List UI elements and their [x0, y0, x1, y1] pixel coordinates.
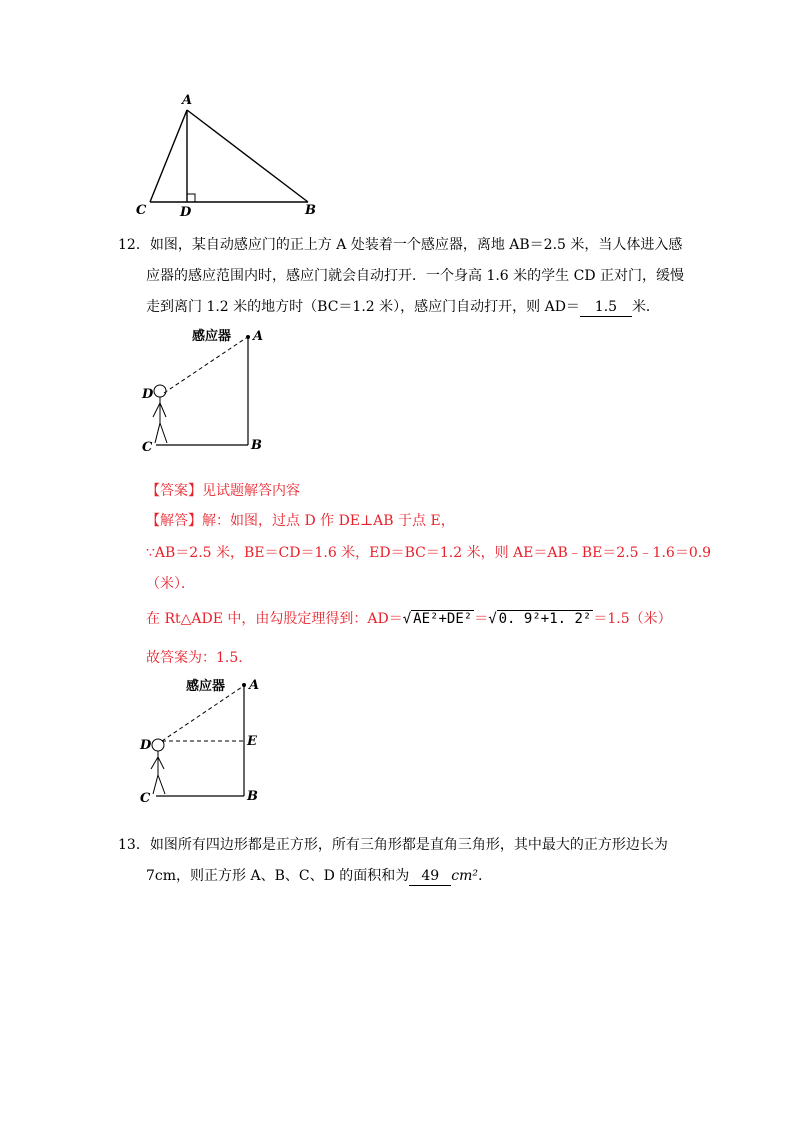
student-figure [153, 385, 167, 443]
label-d: D [142, 387, 154, 402]
sensor-label: 感应器 [192, 329, 232, 344]
label-b: B [251, 438, 262, 453]
analysis-line1: 【解答】解：如图，过点 D 作 DE⊥AB 于点 E， [146, 513, 455, 529]
q13-line1: 13．如图所有四边形都是正方形，所有三角形都是直角三角形，其中最大的正方形边长为 [118, 837, 668, 853]
label-c: C [140, 791, 151, 806]
label-d: D [140, 738, 152, 753]
label-c: C [142, 440, 153, 455]
solution-figure [140, 673, 280, 805]
dashed-ad [162, 687, 242, 741]
analysis-line2: ∵AB＝2.5 米，BE＝CD＝1.6 米，ED＝BC＝1.2 米，则 AE＝AB﹣BE＝2.5﹣1.6＝0.9 [146, 545, 712, 561]
final-answer: 故答案为：1.5. [146, 650, 243, 666]
triangle-figure [130, 90, 330, 220]
label-d: D [180, 205, 192, 220]
q12-number: 12． [118, 237, 150, 253]
label-a: A [253, 329, 264, 344]
q12-line2: 应器的感应范围内时，感应门就会自动打开．一个身高 1.6 米的学生 CD 正对门，缓慢 [146, 268, 684, 284]
q13-line2: 7cm，则正方形 A、B、C、D 的面积和为 49 cm². [146, 868, 483, 884]
label-b: B [247, 789, 258, 804]
sensor-label: 感应器 [186, 679, 226, 694]
label-c: C [136, 203, 147, 218]
label-e: E [247, 734, 257, 749]
sensor-figure [140, 325, 280, 455]
q12-answer-blank: 1.5 [580, 298, 632, 317]
q12-line3: 走到离门 1.2 米的地方时（BC＝1.2 米），感应门自动打开，则 AD＝ 1.5 米． [146, 299, 660, 315]
answer-line: 【答案】见试题解答内容 [146, 483, 300, 499]
label-a: A [249, 678, 260, 693]
student-figure [151, 739, 165, 794]
analysis-line3: （米）． [146, 576, 195, 592]
segment-ca [150, 110, 187, 202]
label-b: B [305, 203, 316, 218]
dashed-ad [164, 338, 246, 393]
analysis-line4: 在 Rt△ADE 中，由勾股定理得到：AD＝√ AE²+DE² ＝√ 0. 9²+1. 2² ＝1.5（米） [146, 611, 672, 627]
q12-line1: 12．如图，某自动感应门的正上方 A 处装着一个感应器，离地 AB＝2.5 米，当人体进入感 [118, 237, 683, 253]
sqrt-ae-de: √ AE²+DE² [402, 611, 473, 627]
sqrt-values: √ 0. 9²+1. 2² [488, 611, 592, 627]
right-angle-mark [187, 194, 195, 202]
q13-number: 13． [118, 837, 150, 853]
q13-answer-blank: 49 [409, 867, 451, 886]
label-a: A [182, 93, 193, 108]
segment-ab [187, 110, 308, 202]
